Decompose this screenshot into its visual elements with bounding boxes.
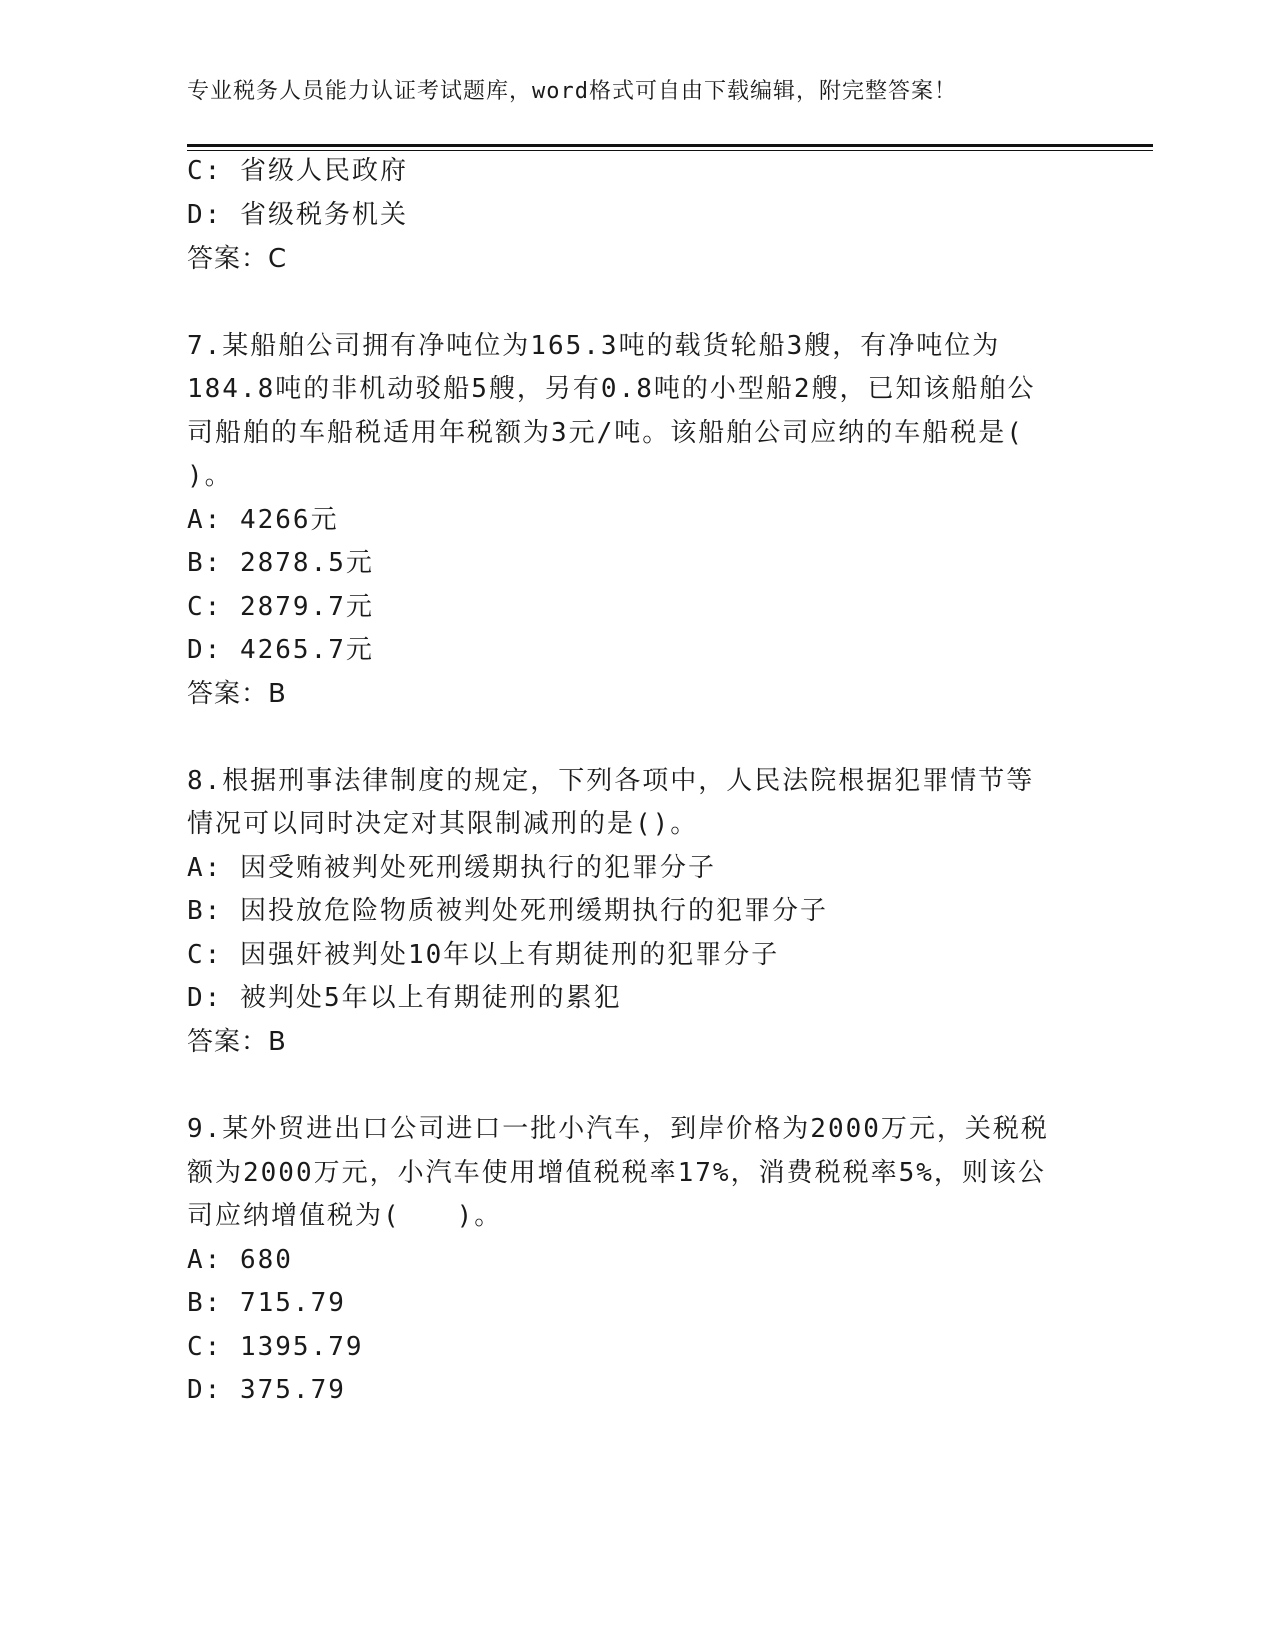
q7-stem-line: 184.8吨的非机动驳船5艘，另有0.8吨的小型船2艘，已知该船舶公	[187, 374, 1036, 404]
q9-stem-line: 司应纳增值税为( )。	[187, 1201, 503, 1231]
q7-option-a: A: 4266元	[187, 505, 339, 535]
q7-option-b: B: 2878.5元	[187, 548, 374, 578]
q8-option-d: D: 被判处5年以上有期徒刑的累犯	[187, 983, 622, 1013]
page-header: 专业税务人员能力认证考试题库，word格式可自由下载编辑，附完整答案！	[187, 79, 957, 104]
q7-answer: 答案：B	[187, 679, 287, 709]
q9-stem-line: 额为2000万元，小汽车使用增值税税率17%，消费税税率5%，则该公	[187, 1158, 1046, 1188]
q6-option-c: C: 省级人民政府	[187, 156, 408, 186]
q8-stem-line: 8.根据刑事法律制度的规定，下列各项中，人民法院根据犯罪情节等	[187, 766, 1035, 796]
q9-option-b: B: 715.79	[187, 1288, 346, 1318]
q8-option-a: A: 因受贿被判处死刑缓期执行的犯罪分子	[187, 853, 716, 883]
q7-stem-line: 7.某船舶公司拥有净吨位为165.3吨的载货轮船3艘，有净吨位为	[187, 331, 1001, 361]
q7-option-d: D: 4265.7元	[187, 635, 374, 665]
q8-option-c: C: 因强奸被判处10年以上有期徒刑的犯罪分子	[187, 940, 780, 970]
header-rule-thick	[187, 144, 1153, 147]
q9-option-d: D: 375.79	[187, 1375, 346, 1405]
q7-option-c: C: 2879.7元	[187, 592, 374, 622]
q8-option-b: B: 因投放危险物质被判处死刑缓期执行的犯罪分子	[187, 896, 828, 926]
q7-stem-line: )。	[187, 461, 233, 491]
q9-option-a: A: 680	[187, 1245, 293, 1275]
q6-option-d: D: 省级税务机关	[187, 200, 408, 230]
q8-stem-line: 情况可以同时决定对其限制减刑的是()。	[187, 809, 699, 839]
q7-stem-line: 司船舶的车船税适用年税额为3元/吨。该船舶公司应纳的车船税是(	[187, 418, 1024, 448]
q9-option-c: C: 1395.79	[187, 1332, 364, 1362]
q6-answer: 答案：C	[187, 244, 288, 274]
q8-answer: 答案：B	[187, 1027, 287, 1057]
q9-stem-line: 9.某外贸进出口公司进口一批小汽车，到岸价格为2000万元，关税税	[187, 1114, 1049, 1144]
